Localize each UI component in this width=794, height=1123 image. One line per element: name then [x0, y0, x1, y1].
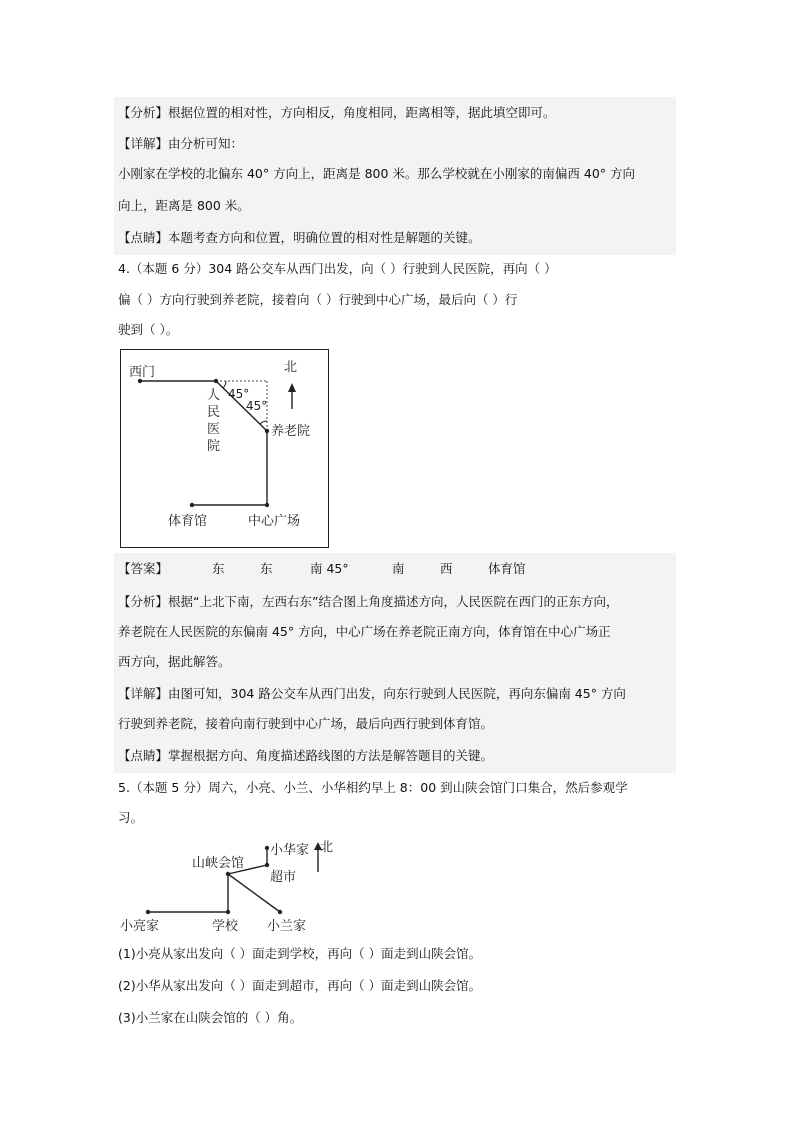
q4-question-line-3: 驶到（ ）。 [118, 322, 179, 337]
q4-answer-6: 体育馆 [488, 561, 526, 576]
label-north: 北 [320, 840, 334, 855]
label-hospital-4: 院 [207, 439, 221, 454]
q3-detail-line-1: 小刚家在学校的北偏东 40° 方向上，距离是 800 米。那么学校就在小刚家的南偏西 40° 方向 [118, 166, 636, 181]
label-west-gate: 西门 [129, 365, 156, 380]
point-market [265, 863, 269, 867]
q4-question-line-2: 偏（ ）方向行驶到养老院，接着向（ ）行驶到中心广场，最后向（ ）行 [118, 292, 518, 307]
label-north: 北 [284, 360, 298, 375]
q4-answer-1: 东 [212, 561, 225, 576]
label-school: 学校 [212, 919, 239, 934]
q5-sub-question-2: (2)小华从家出发向（ ）面走到超市，再向（ ）面走到山陕会馆。 [118, 978, 482, 993]
q5-question-line-1: 5.（本题 5 分）周六，小亮、小兰、小华相约早上 8：00 到山陕会馆门口集合，然后参观学 [118, 780, 628, 795]
q4-route-map [120, 349, 330, 549]
q4-analysis-line-3: 西方向，据此解答。 [118, 654, 231, 669]
q4-question-line-1: 4.（本题 6 分）304 路公交车从西门出发，向（ ）行驶到人民医院，再向（ ） [118, 261, 557, 276]
label-market: 超市 [270, 870, 297, 885]
q5-route-map [112, 834, 352, 938]
label-hospital-3: 医 [207, 422, 221, 437]
q4-analysis-line-1: 【分析】根据“上北下南，左西右东”结合图上角度描述方向，人民医院在西门的正东方向， [118, 594, 619, 609]
label-hospital-2: 民 [207, 405, 221, 420]
label-gym: 体育馆 [168, 514, 208, 529]
q4-analysis-line-2: 养老院在人民医院的东偏南 45° 方向，中心广场在养老院正南方向，体育馆在中心广场正 [118, 624, 611, 639]
point-hospital [214, 379, 218, 383]
label-angle-1: 45° [228, 387, 250, 401]
point-guild [226, 872, 230, 876]
q5-question-line-2: 习。 [118, 810, 144, 825]
label-nursing-home: 养老院 [271, 424, 311, 439]
q3-comment: 【点睛】本题考查方向和位置，明确位置的相对性是解题的关键。 [118, 230, 481, 245]
q4-answer-5: 西 [440, 561, 453, 576]
point-plaza [265, 503, 269, 507]
q4-answer [118, 559, 676, 579]
point-gym [190, 503, 194, 507]
label-xiaoliang: 小亮家 [120, 919, 160, 934]
point-xiaohua [265, 846, 269, 850]
q4-detail-line-1: 【详解】由图可知，304 路公交车从西门出发，向东行驶到人民医院，再向东偏南 45° 方向 [118, 686, 626, 701]
q5-sub-question-1: (1)小亮从家出发向（ ）面走到学校，再向（ ）面走到山陕会馆。 [118, 946, 482, 961]
label-xiaohua: 小华家 [270, 843, 310, 858]
q3-detail-head: 【详解】由分析可知： [118, 136, 244, 151]
label-plaza: 中心广场 [248, 514, 301, 529]
q4-answer-3: 南 45° [310, 561, 349, 576]
q4-answer-2: 东 [260, 561, 273, 576]
label-angle-2: 45° [246, 399, 268, 413]
q3-detail-line-2: 向上，距离是 800 米。 [118, 198, 250, 213]
q4-comment: 【点睛】掌握根据方向、角度描述路线图的方法是解答题目的关键。 [118, 748, 494, 763]
point-nursing-home [265, 429, 269, 433]
q3-analysis: 【分析】根据位置的相对性，方向相反，角度相同，距离相等，据此填空即可。 [118, 105, 556, 120]
point-xiaolan [278, 910, 282, 914]
label-guild: 山峡会馆 [192, 856, 245, 871]
label-hospital-1: 人 [207, 388, 221, 403]
q4-detail-line-2: 行驶到养老院，接着向南行驶到中心广场，最后向西行驶到体育馆。 [118, 716, 494, 731]
point-school [226, 910, 230, 914]
q4-answer-4: 南 [392, 561, 405, 576]
q4-answer-label: 【答案】 [118, 561, 169, 576]
point-xiaoliang [146, 910, 150, 914]
label-xiaolan: 小兰家 [267, 919, 307, 934]
q5-sub-question-3: (3)小兰家在山陕会馆的（ ）角。 [118, 1010, 303, 1025]
